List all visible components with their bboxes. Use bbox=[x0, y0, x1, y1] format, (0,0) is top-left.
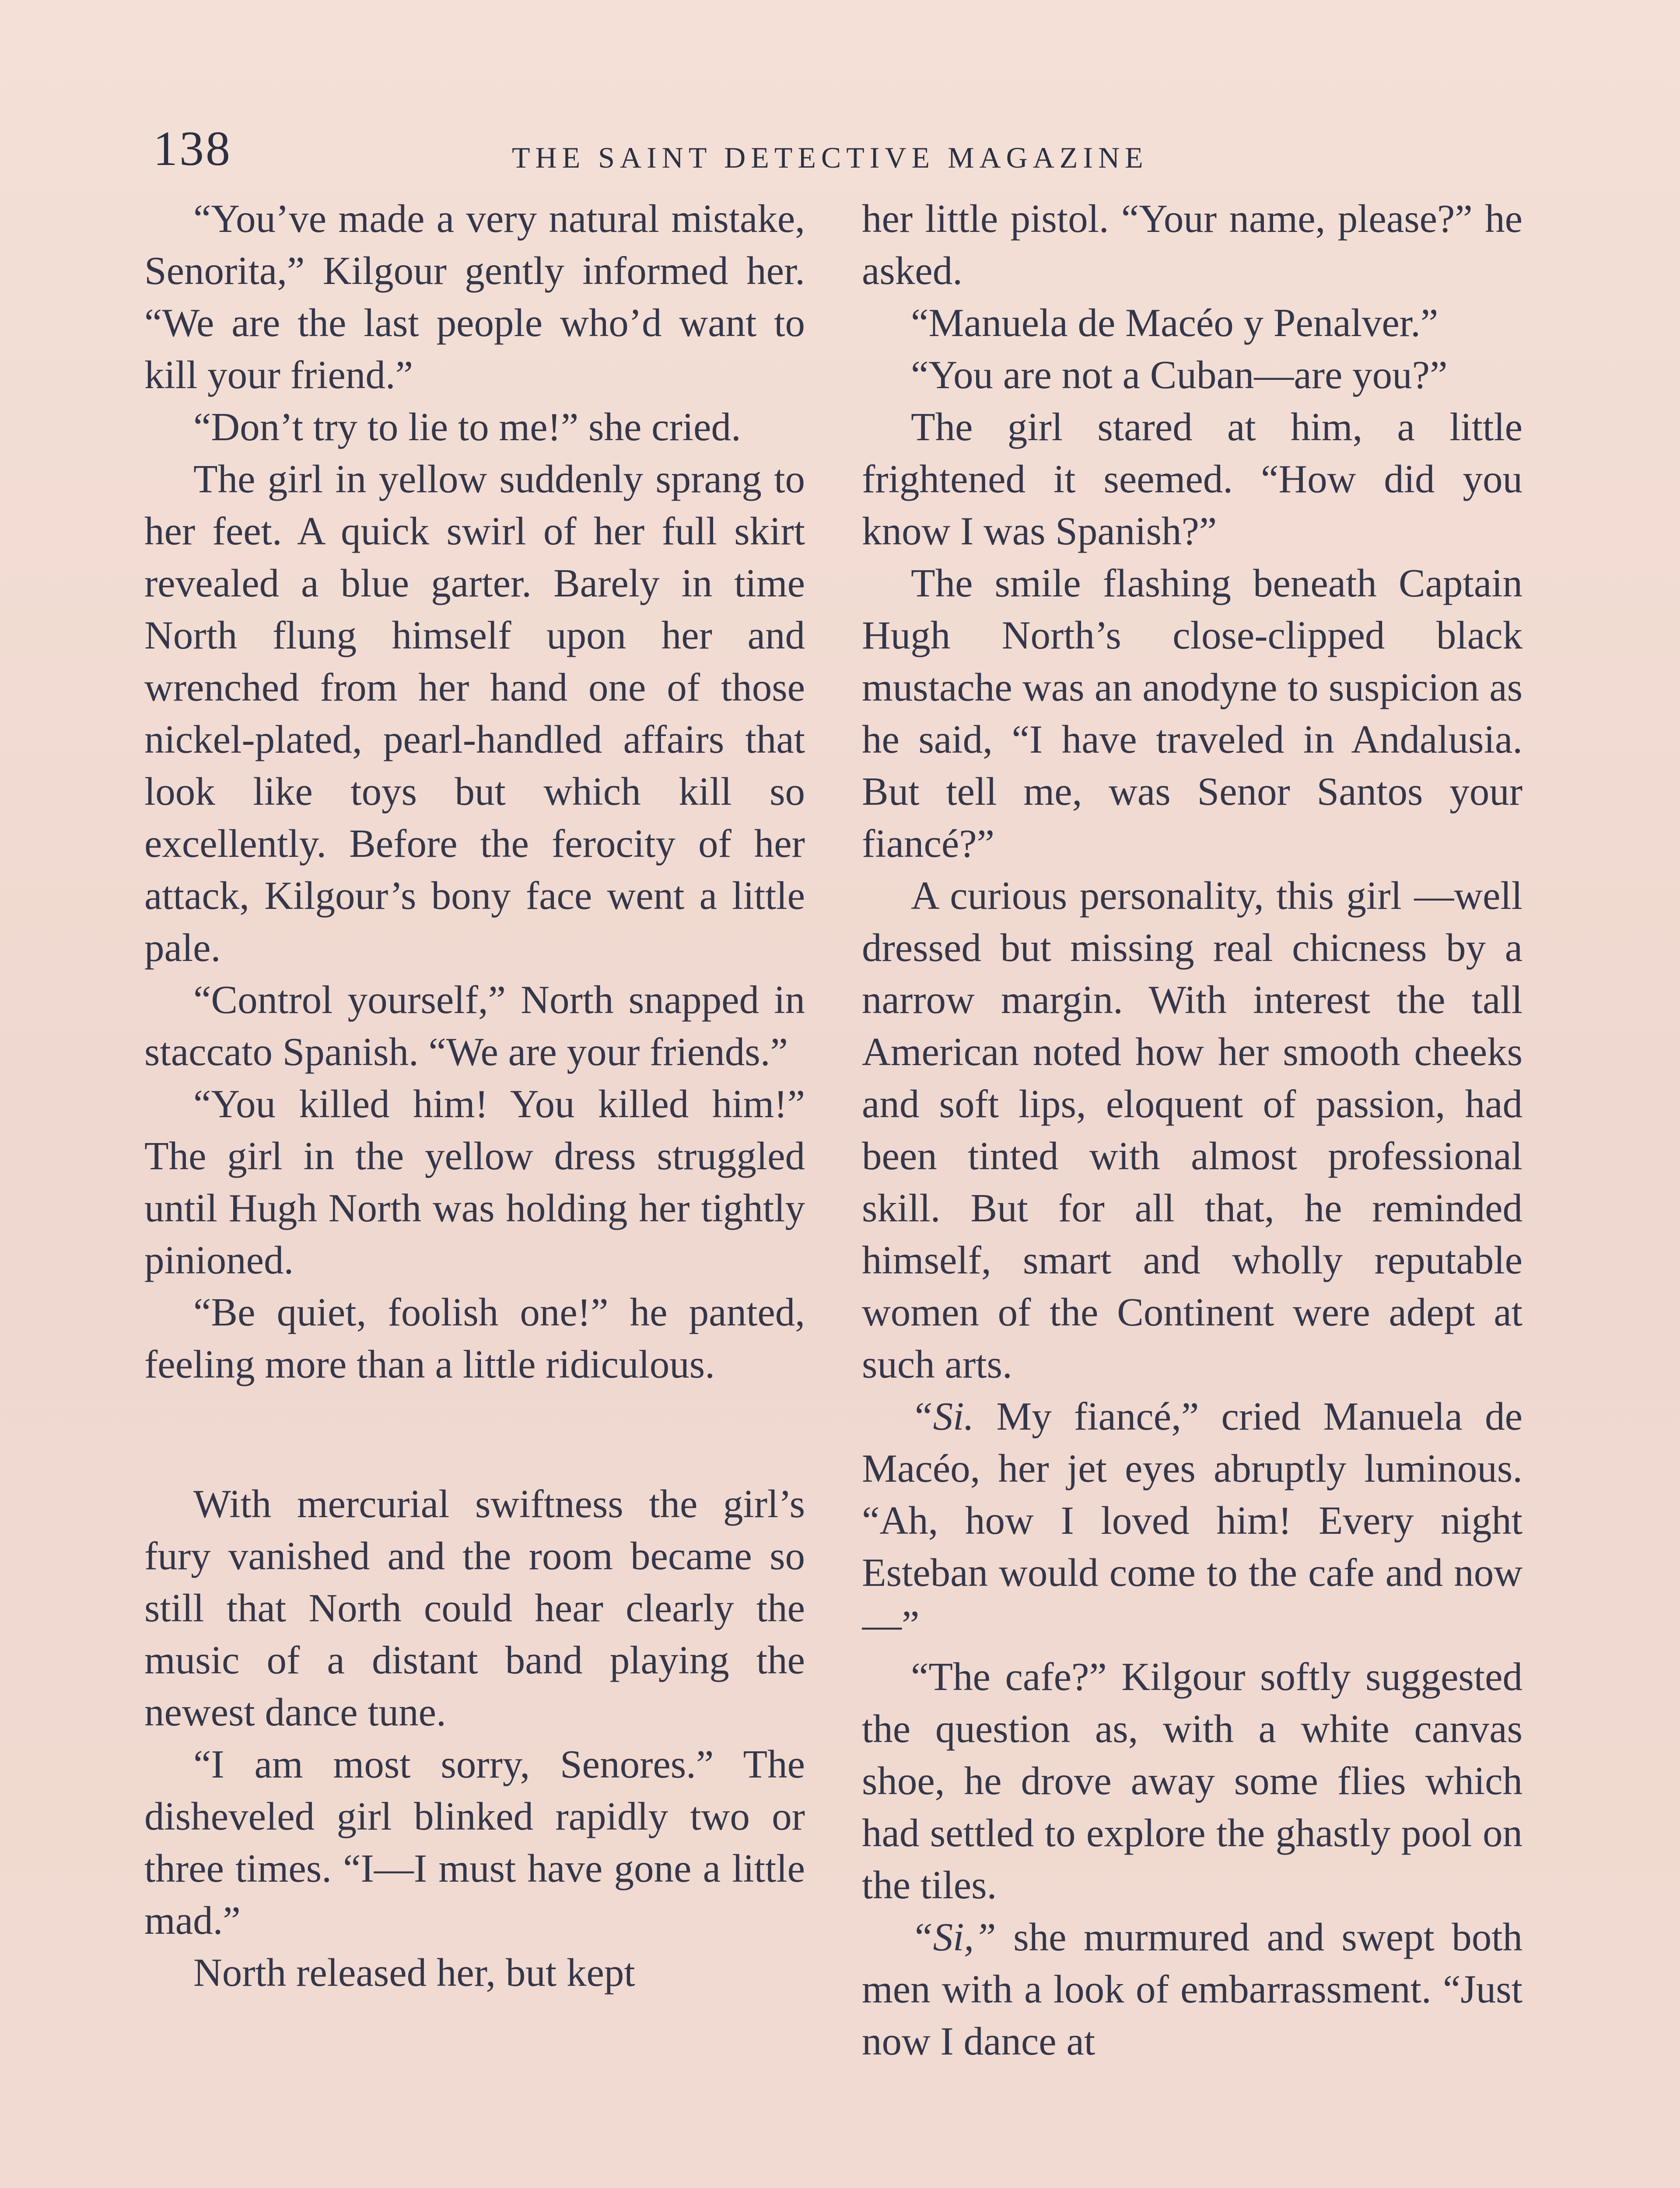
paragraph bbox=[862, 1911, 1522, 2067]
paragraph: “You are not a Cuban—are you?” bbox=[911, 353, 1448, 397]
paragraph: “I am most sorry, Senores.” The disheveled girl blinked rapidly two or three times. “I—I must have gone a little mad.” bbox=[144, 1742, 805, 1943]
paragraph bbox=[862, 1390, 1522, 1651]
paragraph-text: My fiancé,” cried Manuela de Macéo, her jet eyes abruptly luminous. “Ah, how I loved him! Every night Esteban would come to the cafe and now—” bbox=[862, 1394, 1522, 1647]
magazine-title: THE SAINT DETECTIVE MAGAZINE bbox=[512, 141, 1148, 174]
section-break bbox=[144, 1390, 805, 1478]
paragraph: The smile flashing beneath Captain Hugh North’s close-clipped black mustache was an anodyne to suspicion as he said, “I have traveled in Andalusia. But tell me, was Senor Santos your fiancé?” bbox=[862, 561, 1522, 866]
right-text-column bbox=[862, 193, 1522, 2188]
paragraph: The girl in yellow suddenly sprang to her feet. A quick swirl of her full skirt revealed a blue garter. Barely in time North flung himself upon her and wrenched from her hand one of those nickel-plated, pearl-handled affairs that look like toys but which kill so excellently. Before the ferocity of her attack, Kilgour’s bony face went a little pale. bbox=[144, 457, 805, 970]
paragraph: With mercurial swiftness the girl’s fury vanished and the room became so still that North could hear clearly the music of a distant band playing the newest dance tune. bbox=[144, 1482, 805, 1734]
paragraph: “Be quiet, foolish one!” he panted, feeling more than a little ridiculous. bbox=[144, 1290, 805, 1386]
page-number: 138 bbox=[153, 122, 232, 176]
paragraph: “Control yourself,” North snapped in staccato Spanish. “We are your friends.” bbox=[144, 978, 805, 1074]
paragraph: “The cafe?” Kilgour softly suggested the question as, with a white canvas shoe, he drove away some flies which had settled to explore the ghastly pool on the tiles. bbox=[862, 1655, 1522, 1907]
paragraph: The girl stared at him, a little frightened it seemed. “How did you know I was Spanish?” bbox=[862, 405, 1522, 553]
paragraph: “You’ve made a very natural mistake, Senorita,” Kilgour gently informed her. “We are the last people who’d want to kill your friend.” bbox=[144, 196, 805, 397]
paragraph: “You killed him! You killed him!” The girl in the yellow dress struggled until Hugh North was holding her tightly pinioned. bbox=[144, 1082, 805, 1282]
italic-word: “Si. bbox=[911, 1394, 974, 1438]
italic-word: “Si,” bbox=[911, 1915, 996, 1959]
paragraph: North released her, but kept bbox=[193, 1950, 635, 1995]
paragraph-continued: her little pistol. “Your name, please?” he asked. bbox=[862, 196, 1522, 293]
paragraph: A curious personality, this girl —well dressed but missing real chicness by a narrow margin. With interest the tall American noted how her smooth cheeks and soft lips, eloquent of passion, had been tinted with almost professional skill. But for all that, he reminded himself, smart and wholly reputable women of the Continent were adept at such arts. bbox=[862, 873, 1522, 1386]
page-header bbox=[153, 118, 1553, 193]
paragraph-text: she murmured and swept both men with a look of embarrassment. “Just now I dance at bbox=[862, 1915, 1522, 2063]
left-text-column bbox=[144, 193, 805, 2188]
paragraph: “Manuela de Macéo y Penalver.” bbox=[911, 301, 1438, 345]
paragraph: “Don’t try to lie to me!” she cried. bbox=[193, 405, 741, 449]
